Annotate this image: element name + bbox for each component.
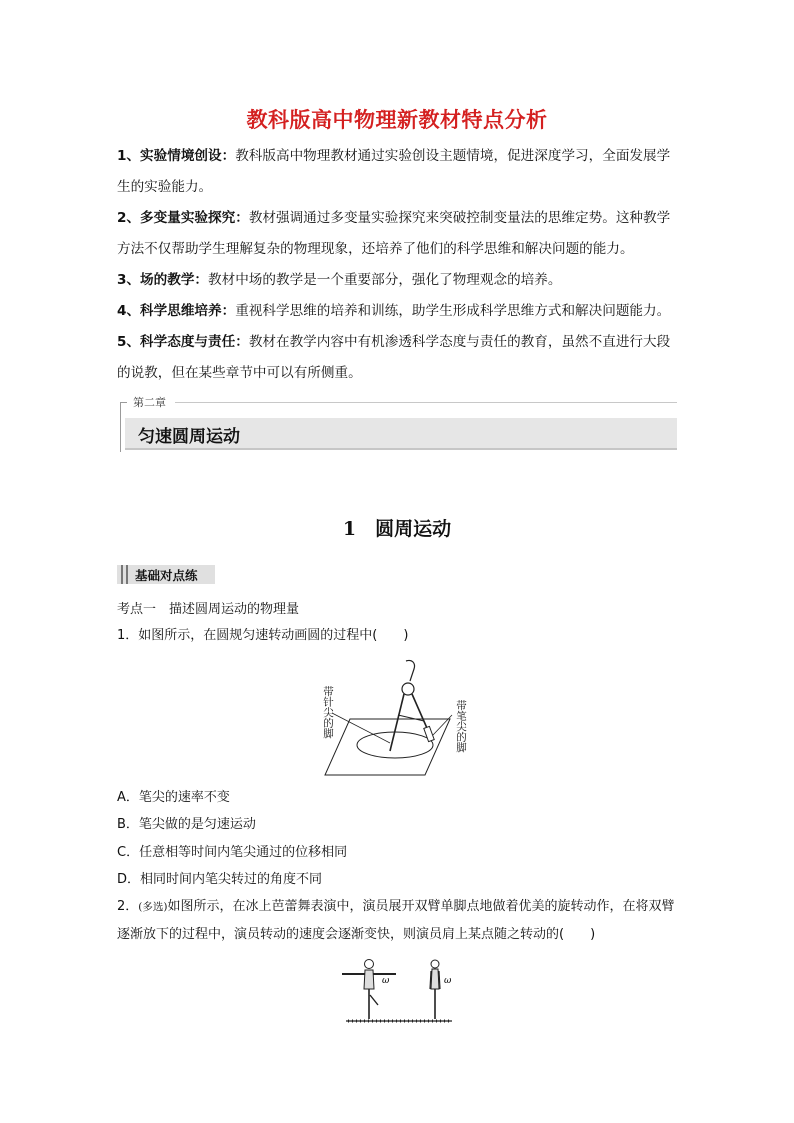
chapter-title: 匀速圆周运动 — [138, 427, 240, 447]
topic-heading: 考点一 描述圆周运动的物理量 — [117, 602, 300, 617]
skater-2-body — [431, 969, 439, 989]
question-2-number: 2． — [117, 899, 139, 914]
feature-label: 3、场的教学： — [117, 272, 209, 288]
feature-label: 1、实验情境创设： — [117, 148, 236, 164]
section-title: 1 圆周运动 — [342, 518, 452, 540]
feature-item-4 — [117, 296, 679, 327]
needle-pointer — [332, 713, 390, 743]
feature-text: 重视科学思维的培养和训练，助学生形成科学思维方式和解决问题能力。 — [235, 303, 671, 319]
option-b: B．笔尖做的是匀速运动 — [117, 817, 256, 832]
pencil-holder — [424, 726, 434, 741]
practice-tag-text: 基础对点练 — [135, 568, 198, 583]
paper-sheet — [325, 719, 450, 775]
feature-text: 教材在教学内容中有机渗透科学态度与责任的教育，虽然不直进行大段的说教，但在某些章节中可以有所侧重。 — [117, 334, 671, 381]
omega-label-1: ω — [382, 976, 390, 986]
tag-stripe — [126, 565, 128, 584]
page-title: 教科版高中物理新教材特点分析 — [246, 108, 548, 132]
skater-1-bent-leg — [370, 995, 378, 1005]
option-d: D．相同时间内笔尖转过的角度不同 — [117, 872, 323, 887]
feature-label: 2、多变量实验探究： — [117, 210, 249, 226]
question-1-stem: 1．如图所示，在圆规匀速转动画圆的过程中( ) — [117, 628, 409, 643]
feature-label: 5、科学态度与责任： — [117, 334, 249, 350]
pencil-foot-label: 带笔尖的脚 — [455, 700, 467, 753]
chapter-rule — [120, 402, 127, 403]
needle-foot-label: 带针尖的脚 — [322, 686, 334, 739]
skater-1-body — [364, 970, 374, 989]
chapter-label: 第二章 — [133, 396, 166, 409]
feature-text: 教科版高中物理教材通过实验创设主题情境，促进深度学习，全面发展学生的实验能力。 — [117, 148, 671, 195]
question-2-stem — [117, 893, 679, 949]
feature-item-3 — [117, 265, 679, 296]
skater-figure — [340, 955, 460, 1025]
tag-stripe — [121, 565, 123, 584]
chapter-header — [117, 394, 677, 454]
compass-crossbar — [398, 715, 424, 721]
feature-text: 教材中场的教学是一个重要部分，强化了物理观念的培养。 — [208, 272, 562, 288]
chapter-title-bar — [125, 418, 677, 450]
chapter-rule — [175, 402, 677, 403]
multi-select-tag: (多选) — [138, 901, 168, 913]
question-2-text: 如图所示，在冰上芭蕾舞表演中，演员展开双臂单脚点地做着优美的旋转动作，在将双臂逐渐放下的过程中，演员转动的速度会逐渐变快，则演员肩上某点随之转动的( ) — [117, 899, 675, 942]
practice-tag — [117, 565, 215, 584]
pencil-pointer — [433, 715, 452, 735]
feature-item-1 — [117, 141, 679, 203]
compass-hinge — [402, 683, 414, 695]
omega-label-2: ω — [444, 976, 452, 986]
feature-item-5 — [117, 327, 679, 389]
compass-handle — [406, 660, 415, 681]
feature-text: 教材强调通过多变量实验探究来突破控制变量法的思维定势。这种教学方法不仅帮助学生理解复杂的物理现象，还培养了他们的科学思维和解决问题的能力。 — [117, 210, 671, 257]
compass-needle-leg — [390, 694, 404, 751]
feature-label: 4、科学思维培养： — [117, 303, 236, 319]
drawn-circle — [357, 732, 433, 758]
feature-item-2 — [117, 203, 679, 265]
option-a: A．笔尖的速率不变 — [117, 790, 230, 805]
skater-1-head — [365, 960, 374, 969]
skater-2-head — [431, 960, 439, 968]
chapter-bracket — [120, 402, 121, 452]
option-c: C．任意相等时间内笔尖通过的位移相同 — [117, 845, 348, 860]
